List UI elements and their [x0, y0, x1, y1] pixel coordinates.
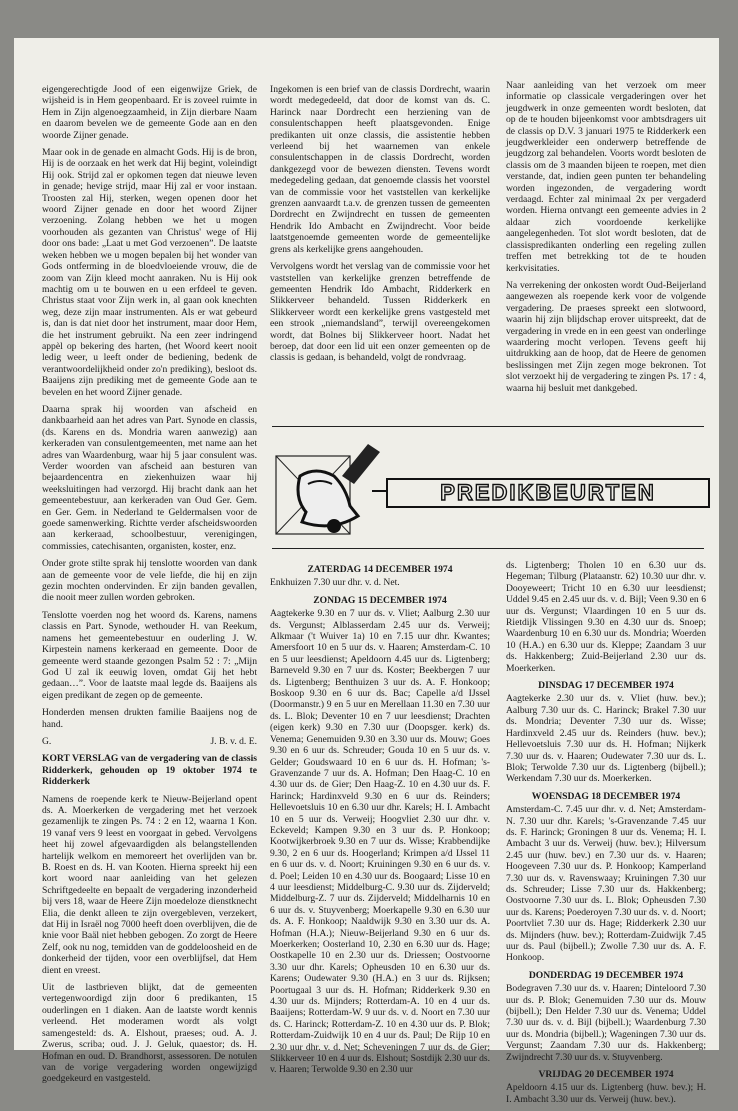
schedule-entry: Enkhuizen 7.30 uur dhr. v. d. Net. — [270, 577, 400, 589]
day-title: DINSDAG 17 DECEMBER 1974 — [538, 680, 674, 692]
paragraph: Namens de roepende kerk te Nieuw-Beijerland opent ds. A. Moerkerken de vergadering met het verzoek gezamenlijk te zingen Ps. 74 : 2 en 12, waarna 1 Kon. 19 vanaf vers 9 leest en voorgaat in gebed. Vervolgens heet hij zowel afgevaardigden als belangstellenden hartelijk welkom en memoreert het overlijden van br. B. Roest en ds. H. van Kooten. Hierna spreekt hij een kort woord naar aanleiding van het gelezen Schriftgedeelte en bepaalt de vergadering inzonderheid bij vers 18, waar de Heere Zijn moedeloze dienstknecht Elia, die denkt alleen te zijn overgebleven, verzekert, dat Hij in Israël nog 7000 heeft doen overblijven, die de knie voor Baäl niet hebben gebogen. Zo zorgt de Heere Zelf, ook nu nog, temidden van de goddeloosheid en de donkerheid der tijden, voor een overblijfsel, dat Hem dient en vreest. — [42, 793, 257, 976]
schedule-entry: Apeldoorn 4.15 uur ds. Ligtenberg (huw. bev.); H. I. Ambacht 3.30 uur ds. Verweij (huw. bev.). — [506, 1082, 706, 1105]
paragraph: Vervolgens wordt het verslag van de commissie voor het vaststellen van kerkelijke grenzen betreffende de gemeenten Hendrik Ido Ambacht, Ridderkerk en Slikkerveer behandeld. Tussen Ridderkerk en Slikkerveer wordt een kerkelijke grens vastgesteld met een strook „niemandsland”, terwijl overeengekomen wordt, dat Bolnes bij Slikkerveer hoort. Nadat het beroep, dat door een lid uit een onzer gemeenten op de classis is gedaan, is behandeld, volgt de rondvraag. — [270, 261, 490, 364]
signature-left: G. — [42, 735, 52, 747]
paragraph: Honderden mensen drukten familie Baaijens nog de hand. — [42, 707, 257, 730]
paragraph: Na verrekening der onkosten wordt Oud-Beijerland aangewezen als roepende kerk voor de volgende vergadering. De praeses spreekt een slotwoord, waarin hij zijn blijdschap erover uitspreekt, dat de vergadering in vrede en in een geest van onderlinge waardering mocht verlopen. Tevens geeft hij uitdrukking aan de hoop, dat de Heere de genomen beslissingen met Zijn zegen moge bekronen. Tot slot verzoekt hij de vergadering te zingen Ps. 17 : 4, waarna hij besluit met dankgebed. — [506, 279, 706, 394]
banner-title: PREDIKBEURTEN — [386, 478, 710, 508]
schedule-entry: Amsterdam-C. 7.45 uur dhr. v. d. Net; Amsterdam-N. 7.30 uur dhr. Karels; 's-Gravenzande 7.45 uur ds. F. Harinck; Groningen 8 uur ds. Venema; H. I. Ambacht 3 uur ds. Verweij (huw. bev.); Hilversum 2.45 uur (huw. bev.) en 7.30 uur ds. v. Haaren; Hoogeveen 7.30 uur ds. P. Honkoop; Kamperland 7.30 uur ds. v. Ravenswaay; Kruiningen 7.30 uur ds. Schreuder; Lisse 7.30 uur ds. Hakkenberg; Oostvoorne 7.30 uur ds. L. Blok; Opheusden 7.30 uur ds. Karens; Poederoyen 7.30 uur ds. v. d. Noort; Poortvliet 7.30 uur ds. Hage; Ridderkerk 2.30 uur ds. Mijnders (huw. bev.); Rotterdam-Zuidwijk 7.45 uur ds. Paul (bijbell.); Zwolle 7.30 uur ds. A. F. Honkoop. — [506, 804, 706, 964]
paragraph: Ingekomen is een brief van de classis Dordrecht, waarin wordt medegedeeld, dat door de komst van ds. C. Harinck naar Dordrecht een herziening van de consulentschappen heeft plaatsgevonden. Enige predikanten uit onze classis, die assistentie hebben verleend bij het waarnemen van enkele consulentschappen in de classis Dordrecht, worden dankgezegd voor de bewezen diensten. Tevens wordt medegedeling gedaan, dat genoemde classis het voorstel van de commissie voor het vaststellen van kerkelijke grenzen aanvaardt t.a.v. de grenzen tussen de gemeenten Dordrecht en Zwijndrecht en tussen de gemeenten Hendrik Ido Ambacht en Zwijndrecht. Voor beide laatstgenoemde gemeenten worde de gemeentelijke grens als kerkelijke grens aangehouden. — [270, 84, 490, 255]
schedule-entry: Bodegraven 7.30 uur ds. v. Haaren; Dinteloord 7.30 uur ds. P. Blok; Genemuiden 7.30 uur ds. Mouw (bijbell.); Den Helder 7.30 uur ds. Venema; Uddel 7.30 uur ds. v. d. Bijl (bijbell.); Waardenburg 7.30 uur ds. Mondria (bijbell.); Wageningen 7.30 uur ds. Vergunst; Zaandam 7.30 uur ds. Hakkenberg; Zwijndrecht 7.30 uur ds. v. Stuyvenberg. — [506, 983, 706, 1063]
paragraph: Daarna sprak hij woorden van afscheid en dankbaarheid aan het adres van Part. Synode en classis, (ds. Karens en ds. Mondria waren aanwezig) aan kerkeraden van consulentgemeenten, met name aan het adres van Waardenburg, waar hij 5 jaar consulent was. Verder woorden van afscheid aan besturen van bejaardencentra en ziekenhuizen waar hij weeksluitingen had verzorgd. Hij bracht dank aan het gemeentebestuur, aan kerkeraden van Oud Ger. Gem. en Ger. Gem. in Nederland te Geldermalsen voor de goede samenwerking. Richtte verder afscheidswoorden aan kerkeraad, schoolbestuur, verenigingen, commissies, catechisanten, organisten, koster, enz. — [42, 403, 257, 552]
day-title: WOENSDAG 18 DECEMBER 1974 — [531, 790, 681, 802]
day-title: DONDERDAG 19 DECEMBER 1974 — [528, 969, 684, 981]
day-title: VRIJDAG 20 DECEMBER 1974 — [538, 1069, 674, 1081]
paragraph: Naar aanleiding van het verzoek om meer informatie op classicale vergaderingen over het jeugdwerk in onze gemeenten wordt besloten, dat op de te houden bijeenkomst voor ambtsdragers uit de classis op D.V. 3 januari 1975 te Ridderkerk een jeugdwerkleider een onderwerp betreffende de jeugdzorg zal behandelen. Voorts wordt besloten de classis om de 3 maanden bijeen te roepen, met dien verstande, dat, indien geen punten ter behandeling worden ingezonden, de vergadering wordt verdaagd. Echter zal minimaal 2x per vergaderd worden. Hierna ontvangt een gemeente advies in 2 aldaar zich voordoende kerkelijke aangelegenheden. Tot slot wordt besloten, dat de classispredikanten onderling een regeling zullen treffen met betrekking tot de te houden kerkvisitaties. — [506, 80, 706, 274]
day-title: ZATERDAG 14 DECEMBER 1974 — [307, 564, 453, 575]
schedule-entry: Aagtekerke 2.30 uur ds. v. Vliet (huw. bev.); Aalburg 7.30 uur ds. C. Harinck; Brakel 7.30 uur ds. Mondria; Deventer 7.30 uur ds. Wisse; Hardinxveld 2.45 uur ds. Reinders (huw. bev.); Hellevoetsluis 7.30 uur ds. H. Hofman; Nijkerk 7.30 uur ds. v. Haaren; Oudewater 7.30 uur ds. L. Blok; Terwolde 7.30 uur ds. Ligtenberg (bijbell.); Werkendam 7.30 uur ds. Moerkerken. — [506, 693, 706, 785]
schedule-entry: ds. Ligtenberg; Tholen 10 en 6.30 uur ds. Hegeman; Tilburg (Plataanstr. 62) 10.30 uur dhr. v. Dooyeweert; Tricht 10 en 6.30 uur leesdienst; Uddel 9.45 en 2.45 uur ds. v. d. Bijl; Veen 9.30 en 6 uur ds. Vergunst; Vlaardingen 10 en 5 uur ds. Rietdijk Vlissingen 9.30 en 4.30 uur ds. Snoep; Waardenburg 10 en 6.30 uur ds. Mondria; Woerden 10 (H.A.) en 6.30 uur ds. Kleppe; Zaandam 3 uur ds. Hakkenberg; Zuid-Beijerland 2.30 uur ds. Moerkerken. — [506, 560, 706, 674]
divider-top — [272, 426, 704, 427]
column-middle-top — [270, 84, 490, 370]
signature-line — [42, 736, 257, 747]
article-heading: KORT VERSLAG van de vergadering van de classis Ridderkerk, gehouden op 19 oktober 1974 te Ridderkerk — [42, 753, 257, 788]
signature-right: J. B. v. d. E. — [210, 735, 257, 747]
column-left — [42, 84, 257, 1091]
divider-bottom — [272, 548, 704, 549]
paragraph: eigengerechtigde Jood of een eigenwijze Griek, de wijsheid is in Hem geopenbaard. Er is zoveel ruimte in Hem in Zijn algenoegzaamheid, in Zijn dierbare Naam en daarom bevelen we de gemeente Gode aan en den woorde Zijner genade. — [42, 84, 257, 141]
schedule-entry: Aagtekerke 9.30 en 7 uur ds. v. Vliet; Aalburg 2.30 uur ds. Vergunst; Alblasserdam 2.45 uur ds. Verweij; Alkmaar ('t Wuiver 1a) 10 en 7.15 uur dhr. Kwantes; Amersfoort 10 en 5 uur ds. v. Haaren; Amsterdam-C. 10 en 5 uur leesdienst; Apeldoorn 4.45 uur ds. Ligtenberg; Barneveld 9.30 en 7 uur ds. Koster; Beekbergen 7 uur ds. Ligtenberg; Benthuizen 3 uur ds. A. F. Honkoop; Boskoop 9.30 en 6 uur ds. Bac; Capelle a/d IJssel (Doormanstr.) 9 en 5 uur en Merellaan 11.30 en 7.30 uur ds. L. Blok; Deventer 10 en 7 uur leesdienst; Drachten (eigen kerk) 9.30 en 7.30 uur (Doopsger. kerk) ds. Venema; Genemuiden 9.30 en 3.30 uur ds. Mouw; Goes 9.30 en 6 uur ds. Schreuder; Gouda 10 en 5 uur ds. v. Gelder; Goudswaard 10 en 6 uur ds. H. Hofman; 's-Gravenzande 7 uur ds. A. Hofman; Den Haag-C. 10 en 4.30 uur ds. de Gier; Den Haag-Z. 10 en 4.30 uur ds. F. Harinck; Hardinxveld 9.30 en 6 uur ds. Reinders; Hellevoetsluis 10 en 6.30 uur dhr. Karels; H. I. Ambacht 10 en 5 uur ds. Verweij; Hoogvliet 2.30 uur dhr. v. Eckeveld; Kampen 9.30 en 3 uur ds. P. Honkoop; Kootwijkerbroek 9.30 en 7 uur ds. Wisse; Krabbendijke 9.30, 2 en 6 uur ds. Hoogerland; Krimpen a/d IJssel 11 en 6 uur ds. v. d. Noort; Kruiningen 9.30 en 6 uur ds. v. d. Poel; Leiden 10 en 4.30 uur ds. Boogaard; Lisse 10 en 4 uur leesdienst; Middelburg-C. 9.30 uur ds. Zijderveld; Middelburg-Z. 7 uur ds. Zijderveld; Middelharnis 10 en 6 uur ds. v. Stuyvenberg; Moerkapelle 9.30 en 6.30 uur ds. A. F. Honkoop; Naaldwijk 9.30 en 3.30 uur ds. A. Hofman (H.A.); Nieuw-Beijerland 9.30 en 6 uur ds. Moerkerken; Oosterland 10, 2.30 en 6.30 uur ds. Hage; Oostkapelle 10 en 2.30 uur ds. Driessen; Oostvoorne 3.30 uur dhr. Karels; Opheusden 10 en 6.30 uur ds. Karens; Oudewater 9.30 (H.A.) en 3 uur ds. Rijksen; Poortugaal 3 uur ds. H. Hofman; Ridderkerk 9.30 en 4.30 uur ds. Mijnders; Rotterdam-A. 10 en 4 uur ds. Baaijens; Rotterdam-W. 9 uur ds. v. d. Noort en 7.30 uur ds. C. Harinck; Rotterdam-Z. 10 en 4.30 uur ds. P. Blok; Rotterdam-Zuidwijk 10 en 4 uur ds. Paul; De Rijp 10 en 2.30 uur dhr. v. d. Net; Scheveningen 7 uur ds. de Gier; Slikkerveer 10 en 4 uur ds. Elshout; Sostdijk 2.30 uur ds. v. Haaren; Terwolde 9.30 en 2.30 uur — [270, 608, 490, 1076]
paragraph: Uit de lastbrieven blijkt, dat de gemeenten vertegenwoordigd zijn door 6 predikanten, 15 ouderlingen en 1 diaken. Aan de laatste wordt kennis verleend. Het moderamen wordt als volgt samengesteld: ds. A. Elshout, praeses; oud. A. J. Zwerus, scriba; oud. J. J. Geluk, quaestor; ds. H. Hofman en oud. D. Brandhorst, assessoren. De notulen van de vorige vergadering worden ongewijzigd goedgekeurd en vastgesteld. — [42, 982, 257, 1085]
day-title: ZONDAG 15 DECEMBER 1974 — [313, 594, 447, 606]
paragraph: Onder grote stilte sprak hij tenslotte woorden van dank aan de gemeente voor de vele liefde, die hij en zijn gezin mochten ondervinden. Er zijn banden gevallen, die nooit meer zullen worden gebroken. — [42, 558, 257, 604]
column-right-top — [506, 80, 706, 400]
newspaper-page — [14, 38, 719, 1105]
predikbeurten-banner — [272, 436, 712, 541]
schedule-right — [506, 560, 706, 1111]
paragraph: Tenslotte voerden nog het woord ds. Karens, namens classis en Part. Synode, wethouder H. van Reekum, namens het gemeentebestuur en ouderling J. W. Kirpestein namens kerkeraad en gemeente. Door de gemeente werd staande gezongen Psalm 52 : 7: „Mijn God U zal ik eeuwig loven, omdat Gij het hebt gedaan…”. Voor de laatste maal legde ds. Baaijens als eigen predikant de zegen op de gemeente. — [42, 609, 257, 701]
schedule-left — [270, 560, 490, 1082]
paragraph: Maar ook in de genade en almacht Gods. Hij is de bron, Hij is de oorzaak en het werk dat Hij begint, voleindigt Hij ook. Strijd zal er opkomen tegen dat nieuwe leven in genade; hevige strijd, maar Hij zal er voor instaan. Troosten zal Hij, sterken, wegen openen door het woord Zijner genade en door het woord Zijner verzoening. Zolang hebben we het u mogen voorhouden als gezanten van Christus' wege of Hij door ons bade: „Laat u met God verzoenen”. De laatste weken hebben we u mogen bepalen bij het wonder van Gods ontferming in de bloedvloeiende vrouw, die de zoom van Zijn kleed mocht aanraken. Nu is Hij ook machtig om u te bouwen en u een erfdeel te geven. Christus staat voor Zijn werk in, al gaan ook knechten weg, deze zijn maar instrumenten. Als er wat gebeurd is, dan is dat niet door het instrument, maar door Hem, die het instrument gebruikt. Na een zeer indringend appèl op bekering des harten, (het Woord keert nooit ledig weer, u leeft onder de bediening, bedenk de verantwoordelijkheid onder zo'n prediking), besloot ds. Baaijens zijn prediking met de gemeente Gode aan te bevelen en het woord Zijner genade. — [42, 147, 257, 398]
